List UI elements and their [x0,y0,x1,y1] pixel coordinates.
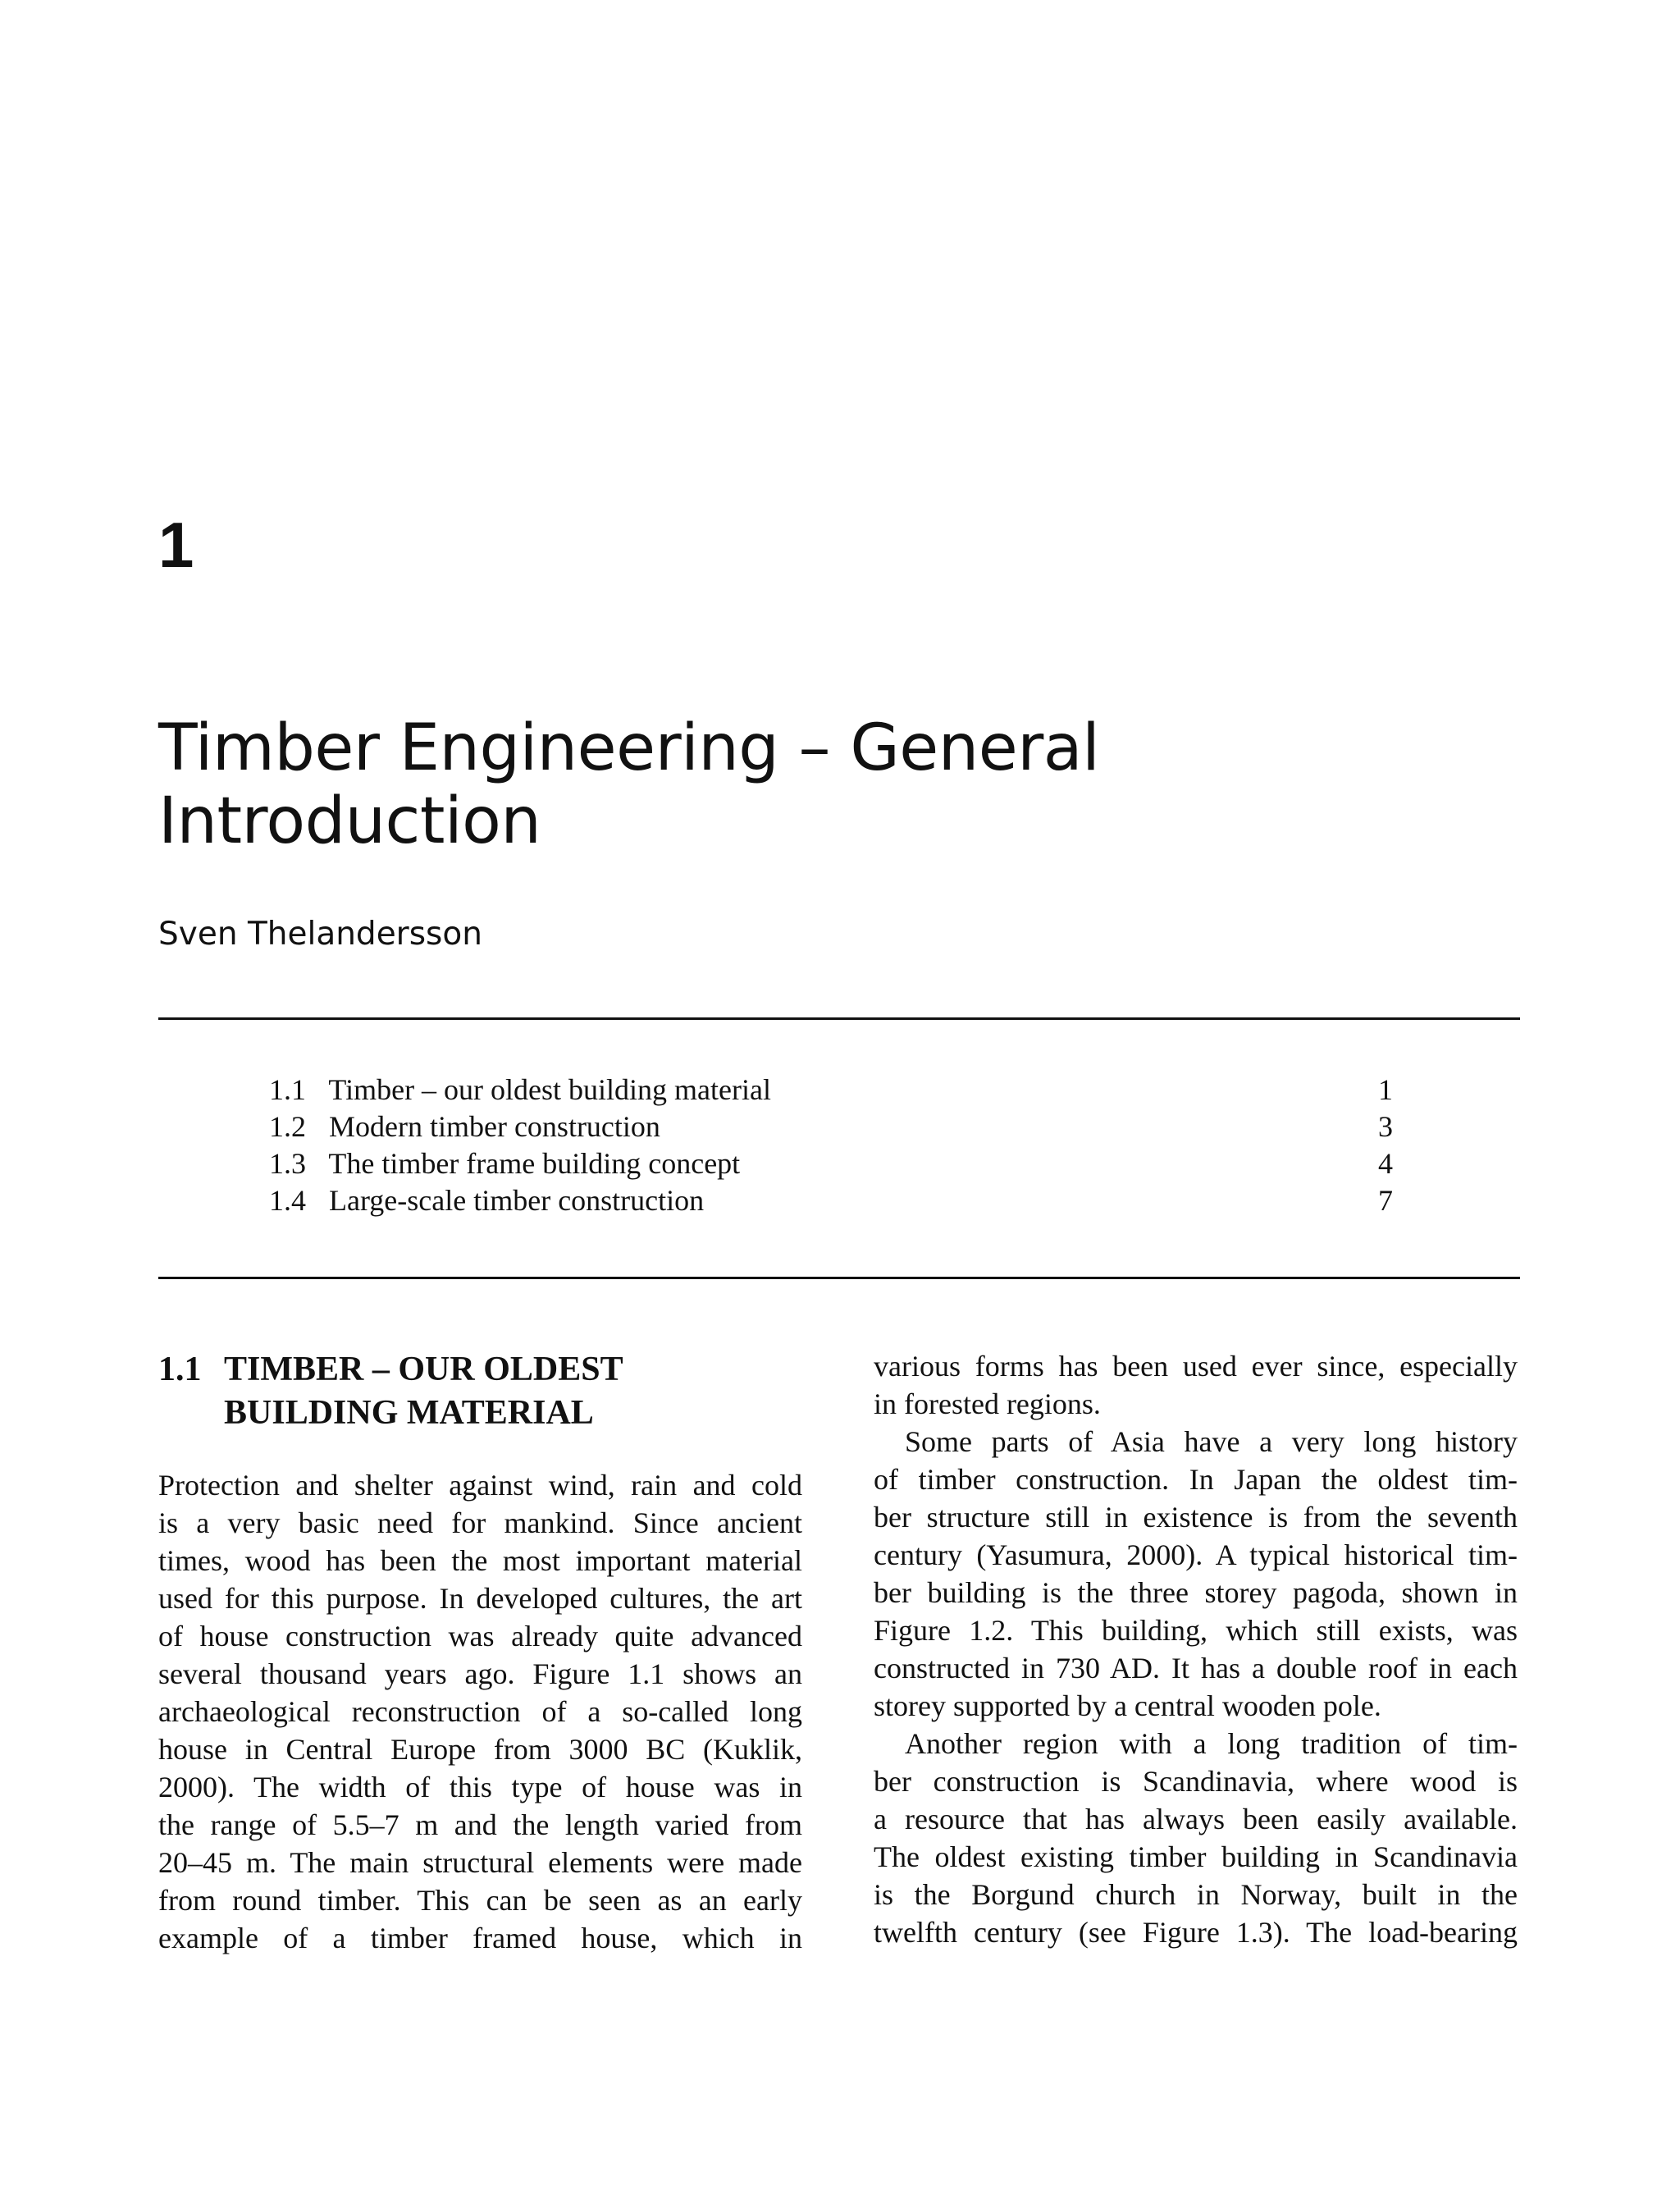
text-line: Figure 1.2. This building, which still exists, was [874,1614,1518,1647]
text-line: various forms has been used ever since, especially [874,1350,1518,1383]
body-column-right [874,1347,1518,1951]
section-title-line-2: BUILDING MATERIAL [224,1394,594,1432]
text-line: used for this purpose. In developed cultures, the art [158,1582,802,1615]
text-line: ber structure still in existence is from the seventh [874,1501,1518,1534]
text-line: 2000). The width of this type of house was in [158,1771,802,1803]
toc-entry[interactable] [269,1072,1401,1108]
text-line: example of a timber framed house, which in [158,1922,802,1954]
text-line: ber building is the three storey pagoda, shown in [874,1576,1518,1609]
toc-top-rule [158,1017,1520,1020]
text-line: the range of 5.5–7 m and the length varied from [158,1808,802,1841]
toc-entry-page: 1 [1378,1073,1393,1106]
toc-entry-title: The timber frame building concept [328,1147,741,1180]
toc-entry-title: Large-scale timber construction [329,1184,705,1217]
section-number: 1.1 [158,1351,202,1388]
toc-entry-number: 1.2 [269,1110,306,1143]
text-line: is a very basic need for mankind. Since ancient [158,1506,802,1539]
chapter-title-line-1: Timber Engineering – General [158,711,1100,785]
section-title-line-1: TIMBER – OUR OLDEST [224,1351,623,1388]
text-line: The oldest existing timber building in Scandinavia [874,1840,1518,1873]
chapter-title [158,712,1389,858]
toc-entry-title: Timber – our oldest building material [328,1073,771,1106]
toc-entry[interactable] [269,1182,1401,1219]
toc-bottom-rule [158,1277,1520,1279]
text-line: Some parts of Asia have a very long history [905,1425,1518,1458]
text-line: a resource that has always been easily available. [874,1803,1518,1835]
text-line: 20–45 m. The main structural elements were made [158,1846,802,1879]
text-line: archaeological reconstruction of a so-called long [158,1695,802,1728]
text-line: constructed in 730 AD. It has a double roof in each [874,1652,1518,1684]
text-line: several thousand years ago. Figure 1.1 shows an [158,1657,802,1690]
text-line: of timber construction. In Japan the oldest tim- [874,1463,1518,1496]
toc-entry-number: 1.1 [269,1073,306,1106]
body-column-left [158,1466,802,1957]
text-line: times, wood has been the most important material [158,1544,802,1577]
text-line: from round timber. This can be seen as an early [158,1884,802,1917]
text-line: is the Borgund church in Norway, built in the [874,1878,1518,1911]
toc-entry-page: 3 [1378,1110,1393,1143]
chapter-contents [269,1072,1401,1219]
text-line: in forested regions. [874,1387,1101,1420]
text-line: ber construction is Scandinavia, where wood is [874,1765,1518,1798]
text-line: twelfth century (see Figure 1.3). The load-bearing [874,1916,1518,1949]
toc-entry-number: 1.3 [269,1147,306,1180]
toc-entry-page: 7 [1378,1184,1393,1217]
text-line: house in Central Europe from 3000 BC (Kuklik, [158,1733,802,1766]
text-line: of house construction was already quite advanced [158,1620,802,1652]
toc-entry-title: Modern timber construction [329,1110,660,1143]
text-line: Another region with a long tradition of tim- [905,1727,1518,1760]
section-heading [158,1348,815,1435]
toc-entry-number: 1.4 [269,1184,306,1217]
toc-entry-page: 4 [1378,1147,1393,1180]
text-line: storey supported by a central wooden pole. [874,1689,1381,1722]
text-line: Protection and shelter against wind, rain and cold [158,1469,802,1502]
toc-entry[interactable] [269,1108,1401,1145]
toc-entry[interactable] [269,1145,1401,1182]
chapter-author: Sven Thelandersson [158,916,482,953]
chapter-number: 1 [158,509,194,581]
text-line: century (Yasumura, 2000). A typical historical tim- [874,1538,1518,1571]
chapter-title-line-2: Introduction [158,784,541,858]
